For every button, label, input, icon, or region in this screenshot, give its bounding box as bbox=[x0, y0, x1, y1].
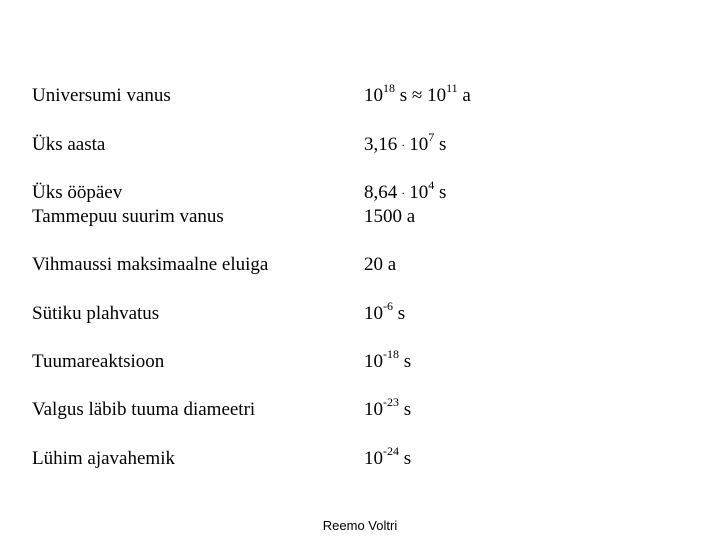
row-value bbox=[364, 298, 406, 326]
value-base: 10 bbox=[409, 134, 429, 155]
value-mantissa: 3,16 bbox=[364, 134, 398, 155]
value-mantissa: 8,64 bbox=[364, 182, 398, 203]
value-unit: s bbox=[399, 85, 408, 106]
value-unit: s bbox=[439, 182, 447, 203]
value-exponent: -23 bbox=[383, 394, 399, 409]
value-base: 10 bbox=[364, 448, 383, 469]
row-label: Tammepuu suurim vanus bbox=[32, 206, 224, 227]
row-label: Valgus läbib tuuma diameetri bbox=[32, 399, 256, 420]
value-base: 10 bbox=[364, 399, 383, 420]
value-unit: s bbox=[403, 448, 412, 469]
row-value bbox=[364, 394, 412, 422]
approx-sign: ≈ bbox=[411, 85, 423, 106]
row-label: Tuumareaktsioon bbox=[32, 351, 165, 372]
row-value bbox=[364, 129, 447, 158]
multiply-dot: · bbox=[401, 186, 406, 200]
row-value: 20 a bbox=[364, 254, 397, 275]
value-base: 10 bbox=[364, 85, 383, 106]
row-label: Üks ööpäev bbox=[32, 182, 123, 203]
value-unit: a bbox=[462, 85, 471, 106]
row-value: 1500 a bbox=[364, 206, 416, 227]
multiply-dot: · bbox=[401, 138, 406, 152]
row-label: Sütiku plahvatus bbox=[32, 303, 160, 324]
row-value bbox=[364, 443, 412, 471]
value-unit: s bbox=[439, 134, 447, 155]
row-label: Universumi vanus bbox=[32, 85, 171, 106]
value-base: 10 bbox=[364, 303, 383, 324]
value-unit: s bbox=[397, 303, 406, 324]
row-value bbox=[364, 346, 412, 374]
value-exponent: 11 bbox=[446, 80, 458, 95]
value-exponent: -24 bbox=[383, 443, 399, 458]
value-base: 10 bbox=[409, 182, 429, 203]
row-value bbox=[364, 80, 471, 108]
value-base: 10 bbox=[427, 85, 447, 106]
value-exponent: 7 bbox=[428, 129, 435, 144]
value-unit: s bbox=[403, 399, 412, 420]
value-exponent: -6 bbox=[383, 298, 393, 313]
value-exponent: 4 bbox=[428, 177, 435, 192]
value-base: 10 bbox=[364, 351, 383, 372]
value-unit: s bbox=[403, 351, 412, 372]
row-value bbox=[364, 177, 447, 206]
row-label: Lühim ajavahemik bbox=[32, 448, 175, 469]
row-label: Vihmaussi maksimaalne eluiga bbox=[32, 254, 269, 275]
row-label: Üks aasta bbox=[32, 134, 106, 155]
value-exponent: 18 bbox=[383, 80, 395, 95]
value-exponent: -18 bbox=[383, 346, 399, 361]
author-footer: Reemo Voltri bbox=[322, 518, 398, 533]
